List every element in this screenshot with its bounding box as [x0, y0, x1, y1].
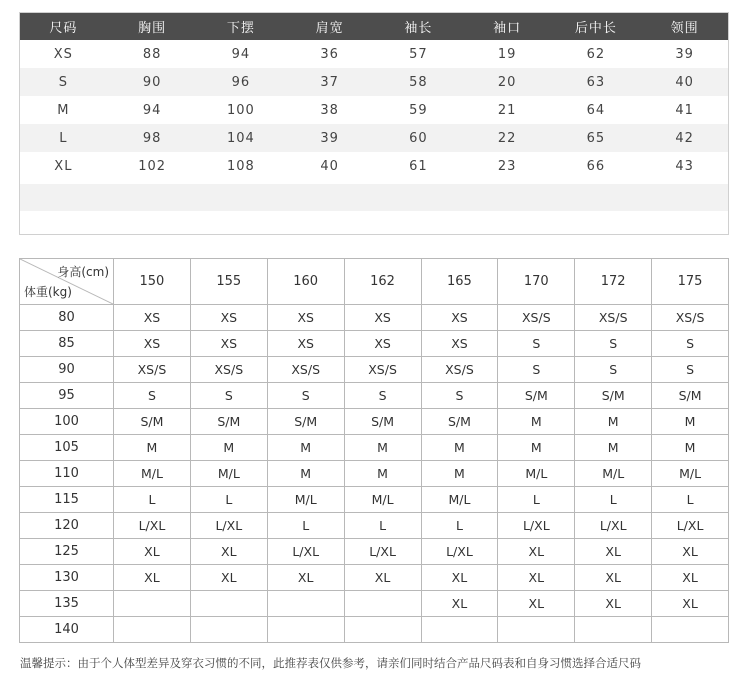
recommended-size-cell: M: [575, 435, 652, 461]
recommended-size-cell: XS/S: [114, 357, 191, 383]
hw-row: [20, 357, 729, 383]
header-collar: 领围: [640, 12, 729, 40]
recommended-size-cell: XS: [421, 305, 498, 331]
height-col: 175: [652, 259, 729, 305]
recommended-size-cell: [190, 617, 267, 643]
recommended-size-cell: M/L: [652, 461, 729, 487]
measurement-cell: 102: [108, 152, 197, 180]
recommended-size-cell: XS/S: [498, 305, 575, 331]
size-label-cell: XL: [19, 152, 108, 180]
recommended-size-cell: S: [421, 383, 498, 409]
height-col: 160: [267, 259, 344, 305]
measurement-cell: 96: [197, 68, 286, 96]
weight-cell: 80: [20, 305, 114, 331]
hw-row: [20, 487, 729, 513]
recommended-size-cell: M: [575, 409, 652, 435]
height-col: 162: [344, 259, 421, 305]
size-row: [19, 68, 729, 96]
weight-cell: 140: [20, 617, 114, 643]
recommended-size-cell: [344, 591, 421, 617]
measurement-cell: 20: [463, 68, 552, 96]
recommended-size-cell: S/M: [652, 383, 729, 409]
recommended-size-cell: XL: [575, 539, 652, 565]
recommended-size-cell: M: [267, 435, 344, 461]
recommended-size-cell: XS/S: [575, 305, 652, 331]
recommended-size-cell: XS: [344, 331, 421, 357]
recommended-size-cell: XL: [421, 591, 498, 617]
recommended-size-cell: L/XL: [267, 539, 344, 565]
recommended-size-cell: M: [498, 409, 575, 435]
measurement-cell: 90: [108, 68, 197, 96]
recommended-size-cell: XS: [267, 305, 344, 331]
height-col: 172: [575, 259, 652, 305]
hw-row: [20, 331, 729, 357]
recommended-size-cell: [421, 617, 498, 643]
size-table-header-row: [19, 12, 729, 40]
weight-cell: 125: [20, 539, 114, 565]
weight-cell: 135: [20, 591, 114, 617]
header-size: 尺码: [19, 12, 108, 40]
size-label-cell: S: [19, 68, 108, 96]
recommended-size-cell: XL: [575, 565, 652, 591]
weight-cell: 95: [20, 383, 114, 409]
size-label-cell: XS: [19, 40, 108, 68]
recommended-size-cell: [267, 617, 344, 643]
recommended-size-cell: M: [652, 435, 729, 461]
recommended-size-cell: M: [421, 435, 498, 461]
recommended-size-cell: S: [344, 383, 421, 409]
recommended-size-cell: S: [652, 357, 729, 383]
recommended-size-cell: XL: [498, 539, 575, 565]
recommended-size-cell: L/XL: [421, 539, 498, 565]
measurement-cell: 94: [197, 40, 286, 68]
weight-cell: 105: [20, 435, 114, 461]
weight-cell: 130: [20, 565, 114, 591]
header-hem: 下摆: [197, 12, 286, 40]
recommended-size-cell: M: [344, 461, 421, 487]
hw-row: [20, 435, 729, 461]
recommended-size-cell: XL: [652, 591, 729, 617]
recommended-size-cell: [652, 617, 729, 643]
measurement-cell: 40: [640, 68, 729, 96]
measurement-cell: 39: [285, 124, 374, 152]
recommended-size-cell: S/M: [575, 383, 652, 409]
recommended-size-cell: L: [114, 487, 191, 513]
recommended-size-cell: M/L: [267, 487, 344, 513]
recommended-size-cell: S/M: [421, 409, 498, 435]
recommended-size-cell: M/L: [575, 461, 652, 487]
measurement-cell: 57: [374, 40, 463, 68]
recommended-size-cell: XL: [267, 565, 344, 591]
size-table: [19, 12, 729, 180]
recommended-size-cell: S: [498, 331, 575, 357]
recommended-size-cell: XS: [114, 331, 191, 357]
recommended-size-cell: XL: [652, 565, 729, 591]
recommended-size-cell: M/L: [421, 487, 498, 513]
recommended-size-cell: L/XL: [114, 513, 191, 539]
recommended-size-cell: L/XL: [498, 513, 575, 539]
recommended-size-cell: L: [421, 513, 498, 539]
recommended-size-cell: [575, 617, 652, 643]
recommended-size-cell: M: [190, 435, 267, 461]
height-col: 150: [114, 259, 191, 305]
measurement-cell: 21: [463, 96, 552, 124]
recommended-size-cell: M: [344, 435, 421, 461]
header-back-length: 后中长: [552, 12, 641, 40]
recommended-size-cell: XL: [652, 539, 729, 565]
recommended-size-cell: XL: [498, 565, 575, 591]
recommended-size-cell: XS: [267, 331, 344, 357]
recommended-size-cell: XS/S: [344, 357, 421, 383]
recommended-size-cell: XS: [421, 331, 498, 357]
recommended-size-cell: S: [114, 383, 191, 409]
measurement-cell: 64: [552, 96, 641, 124]
weight-cell: 85: [20, 331, 114, 357]
hw-row: [20, 513, 729, 539]
size-row: [19, 40, 729, 68]
header-cuff: 袖口: [463, 12, 552, 40]
weight-cell: 110: [20, 461, 114, 487]
size-label-cell: L: [19, 124, 108, 152]
measurement-cell: 39: [640, 40, 729, 68]
recommended-size-cell: L: [575, 487, 652, 513]
recommended-size-cell: S: [267, 383, 344, 409]
header-shoulder: 肩宽: [285, 12, 374, 40]
recommended-size-cell: XS: [114, 305, 191, 331]
recommended-size-cell: M/L: [114, 461, 191, 487]
measurement-cell: 38: [285, 96, 374, 124]
measurement-cell: 94: [108, 96, 197, 124]
recommended-size-cell: L: [498, 487, 575, 513]
measurement-cell: 66: [552, 152, 641, 180]
recommended-size-cell: XL: [190, 565, 267, 591]
recommended-size-cell: XS: [344, 305, 421, 331]
hw-row: [20, 539, 729, 565]
recommended-size-cell: XS/S: [190, 357, 267, 383]
recommended-size-cell: L: [190, 487, 267, 513]
size-label-cell: M: [19, 96, 108, 124]
recommended-size-cell: XS/S: [421, 357, 498, 383]
size-tip-note: 温馨提示：由于个人体型差异及穿衣习惯的不同，此推荐表仅供参考，请亲们同时结合产品尺码表和自身习惯选择合适尺码: [20, 656, 641, 670]
hw-row: [20, 305, 729, 331]
recommended-size-cell: L: [267, 513, 344, 539]
size-row: [19, 124, 729, 152]
measurement-cell: 42: [640, 124, 729, 152]
recommended-size-cell: S/M: [267, 409, 344, 435]
recommended-size-cell: [114, 591, 191, 617]
recommended-size-cell: S: [190, 383, 267, 409]
hw-row: [20, 383, 729, 409]
recommended-size-cell: S: [575, 331, 652, 357]
weight-cell: 90: [20, 357, 114, 383]
measurement-cell: 43: [640, 152, 729, 180]
weight-cell: 100: [20, 409, 114, 435]
recommended-size-cell: XS: [190, 305, 267, 331]
hw-corner-cell: [20, 259, 114, 305]
weight-label: 体重(kg): [24, 285, 72, 299]
measurement-cell: 108: [197, 152, 286, 180]
recommended-size-cell: M/L: [190, 461, 267, 487]
recommended-size-cell: [344, 617, 421, 643]
recommended-size-cell: XL: [114, 539, 191, 565]
recommended-size-cell: S: [652, 331, 729, 357]
recommended-size-cell: XL: [114, 565, 191, 591]
measurement-cell: 59: [374, 96, 463, 124]
measurement-cell: 41: [640, 96, 729, 124]
recommended-size-cell: M: [114, 435, 191, 461]
weight-cell: 120: [20, 513, 114, 539]
recommended-size-cell: XL: [575, 591, 652, 617]
recommended-size-cell: M/L: [344, 487, 421, 513]
measurement-cell: 58: [374, 68, 463, 96]
recommended-size-cell: XL: [190, 539, 267, 565]
measurement-cell: 61: [374, 152, 463, 180]
hw-row: [20, 461, 729, 487]
measurement-cell: 65: [552, 124, 641, 152]
recommended-size-cell: S: [498, 357, 575, 383]
hw-row: [20, 591, 729, 617]
measurement-cell: 40: [285, 152, 374, 180]
hw-row: [20, 409, 729, 435]
recommended-size-cell: M: [267, 461, 344, 487]
size-row: [19, 152, 729, 180]
recommended-size-cell: M: [421, 461, 498, 487]
recommended-size-cell: M/L: [498, 461, 575, 487]
recommended-size-cell: L/XL: [575, 513, 652, 539]
measurement-cell: 88: [108, 40, 197, 68]
size-table-empty-row: [20, 184, 728, 211]
recommended-size-cell: L/XL: [652, 513, 729, 539]
measurement-cell: 23: [463, 152, 552, 180]
recommended-size-cell: XS/S: [267, 357, 344, 383]
recommended-size-cell: L/XL: [190, 513, 267, 539]
header-chest: 胸围: [108, 12, 197, 40]
recommended-size-cell: [190, 591, 267, 617]
recommended-size-cell: S: [575, 357, 652, 383]
recommended-size-cell: L: [344, 513, 421, 539]
recommended-size-cell: [114, 617, 191, 643]
recommended-size-cell: S/M: [344, 409, 421, 435]
height-label: 身高(cm): [57, 265, 109, 279]
recommended-size-cell: XS/S: [652, 305, 729, 331]
hw-row: [20, 565, 729, 591]
recommended-size-cell: S/M: [114, 409, 191, 435]
measurement-cell: 104: [197, 124, 286, 152]
hw-header-row: [20, 259, 729, 305]
hw-row: [20, 617, 729, 643]
recommended-size-cell: S/M: [498, 383, 575, 409]
header-sleeve-length: 袖长: [374, 12, 463, 40]
measurement-cell: 98: [108, 124, 197, 152]
size-row: [19, 96, 729, 124]
measurement-cell: 63: [552, 68, 641, 96]
height-col: 170: [498, 259, 575, 305]
measurement-cell: 100: [197, 96, 286, 124]
weight-cell: 115: [20, 487, 114, 513]
measurement-cell: 37: [285, 68, 374, 96]
measurement-cell: 22: [463, 124, 552, 152]
recommended-size-cell: L: [652, 487, 729, 513]
recommended-size-cell: M: [498, 435, 575, 461]
measurement-cell: 60: [374, 124, 463, 152]
recommended-size-cell: XL: [498, 591, 575, 617]
height-col: 155: [190, 259, 267, 305]
recommended-size-cell: M: [652, 409, 729, 435]
recommended-size-cell: [498, 617, 575, 643]
height-weight-table: [19, 258, 729, 643]
recommended-size-cell: XL: [344, 565, 421, 591]
measurement-cell: 19: [463, 40, 552, 68]
recommended-size-cell: L/XL: [344, 539, 421, 565]
measurement-cell: 36: [285, 40, 374, 68]
measurement-cell: 62: [552, 40, 641, 68]
recommended-size-cell: [267, 591, 344, 617]
height-col: 165: [421, 259, 498, 305]
recommended-size-cell: S/M: [190, 409, 267, 435]
recommended-size-cell: XS: [190, 331, 267, 357]
recommended-size-cell: XL: [421, 565, 498, 591]
